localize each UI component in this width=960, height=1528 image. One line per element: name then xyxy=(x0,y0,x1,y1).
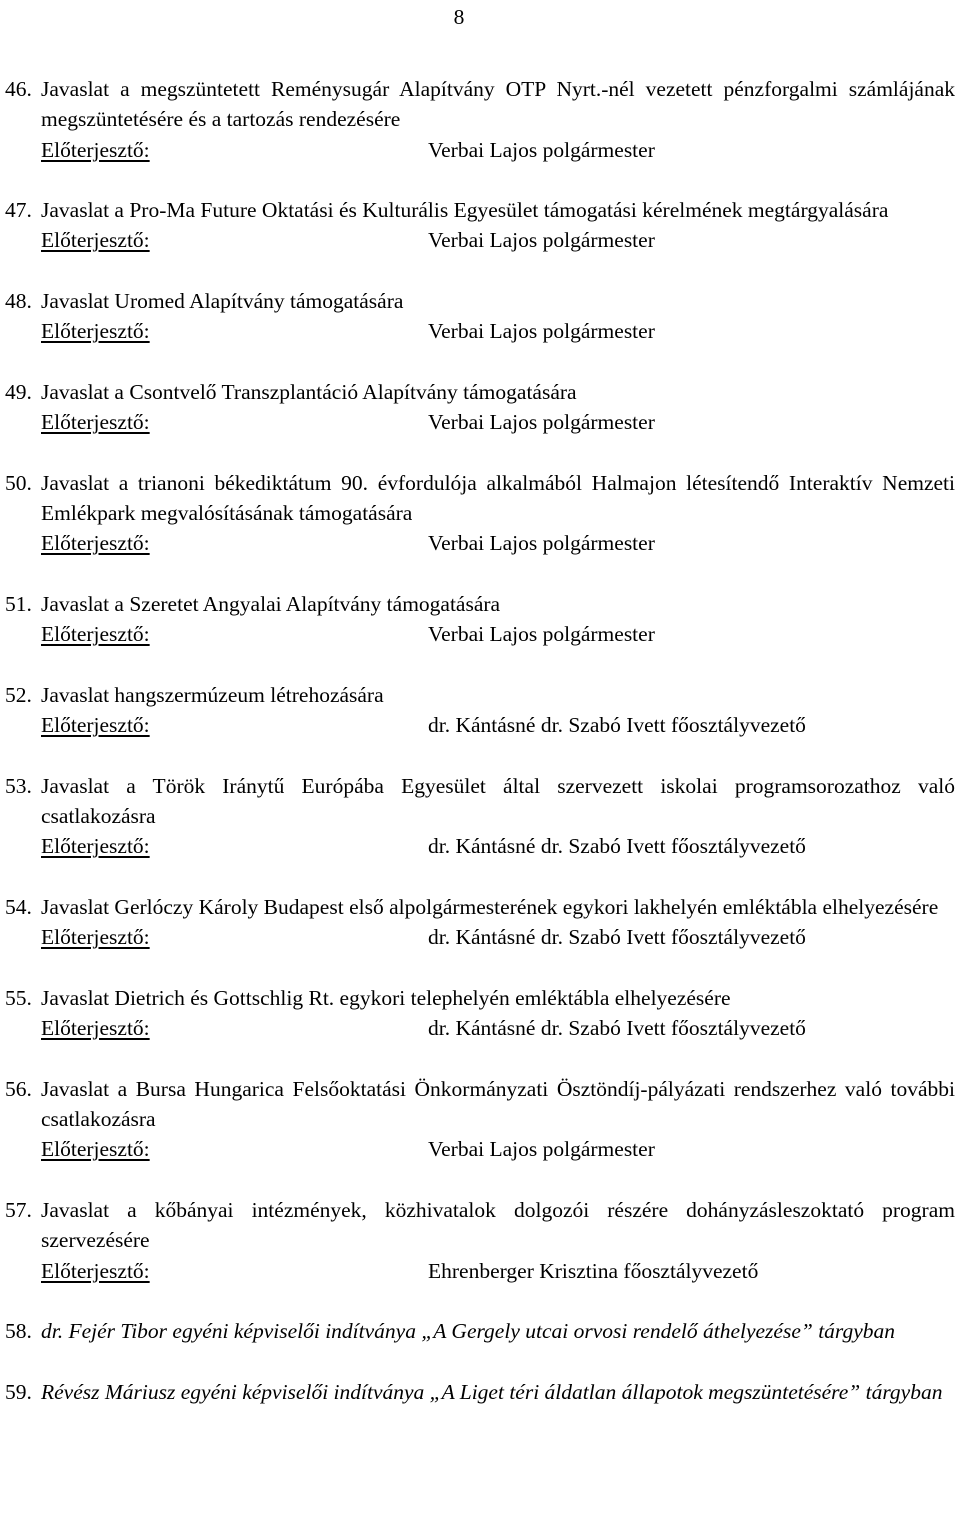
agenda-item-title: Javaslat a Bursa Hungarica Felsőoktatási Önkormányzati Ösztöndíj-pályázati rendszerhez való további csatlakozásra xyxy=(41,1076,955,1132)
presenter-row xyxy=(41,135,955,165)
agenda-item-body xyxy=(41,1316,955,1346)
agenda-item-title: Javaslat Dietrich és Gottschlig Rt. egykori telephelyén emléktábla elhelyezésére xyxy=(41,985,731,1010)
presenter-name: Verbai Lajos polgármester xyxy=(428,531,655,556)
presenter-row xyxy=(41,407,955,437)
presenter-label: Előterjesztő: xyxy=(41,531,150,556)
agenda-item xyxy=(5,74,955,165)
agenda-item xyxy=(5,771,955,862)
agenda-item-title: Javaslat a Pro-Ma Future Oktatási és Kulturális Egyesület támogatási kérelmének megtárgyalására xyxy=(41,198,889,223)
agenda-item-number: 49. xyxy=(5,379,32,404)
agenda-item-number: 50. xyxy=(5,470,32,495)
agenda-item-title: dr. Fejér Tibor egyéni képviselői indítványa „A Gergely utcai orvosi rendelő áthelyezése” tárgyban xyxy=(41,1319,896,1344)
agenda-item-body xyxy=(41,195,955,256)
presenter-row xyxy=(41,1134,955,1164)
presenter-label: Előterjesztő: xyxy=(41,137,150,162)
agenda-item-title: Javaslat a Török Iránytű Európába Egyesület által szervezett iskolai programsorozathoz való csatlakozásra xyxy=(41,773,955,829)
agenda-item-body xyxy=(41,680,955,741)
presenter-label: Előterjesztő: xyxy=(41,1137,150,1162)
agenda-item-number: 59. xyxy=(5,1379,32,1404)
agenda-item-body xyxy=(41,589,955,650)
presenter-label: Előterjesztő: xyxy=(41,622,150,647)
presenter-label: Előterjesztő: xyxy=(41,1016,150,1041)
agenda-item xyxy=(5,680,955,741)
agenda-item-number: 55. xyxy=(5,985,32,1010)
agenda-item-number: 47. xyxy=(5,198,32,223)
presenter-label: Előterjesztő: xyxy=(41,1258,150,1283)
agenda-item-title: Javaslat hangszermúzeum létrehozására xyxy=(41,682,384,707)
agenda-item-title: Javaslat a Csontvelő Transzplantáció Alapítvány támogatására xyxy=(41,379,577,404)
presenter-row xyxy=(41,619,955,649)
agenda-item-title: Javaslat a trianoni békediktátum 90. évfordulója alkalmából Halmajon létesítendő Interaktív Nemzeti Emlékpark megvalósításának támogatására xyxy=(41,470,955,526)
agenda-item-body xyxy=(41,1377,955,1407)
presenter-name: Verbai Lajos polgármester xyxy=(428,1137,655,1162)
page-number: 8 xyxy=(453,5,465,29)
agenda-item xyxy=(5,892,955,953)
presenter-name: Ehrenberger Krisztina főosztályvezető xyxy=(428,1258,759,1283)
presenter-name: Verbai Lajos polgármester xyxy=(428,228,655,253)
presenter-label: Előterjesztő: xyxy=(41,713,150,738)
presenter-name: Verbai Lajos polgármester xyxy=(428,410,655,435)
presenter-label: Előterjesztő: xyxy=(41,410,150,435)
agenda-item-number: 57. xyxy=(5,1197,32,1222)
agenda-item-body xyxy=(41,468,955,559)
agenda-item-number: 48. xyxy=(5,289,32,314)
presenter-row xyxy=(41,528,955,558)
agenda-item-body xyxy=(41,892,955,953)
agenda-item-title: Javaslat Gerlóczy Károly Budapest első alpolgármesterének egykori lakhelyén emléktábla elhelyezésére xyxy=(41,895,939,920)
agenda-item-body xyxy=(41,1195,955,1286)
presenter-row xyxy=(41,831,955,861)
presenter-name: Verbai Lajos polgármester xyxy=(428,137,655,162)
agenda-item-title: Javaslat a Szeretet Angyalai Alapítvány támogatására xyxy=(41,592,501,617)
agenda-item xyxy=(5,286,955,347)
presenter-name: dr. Kántásné dr. Szabó Ivett főosztályvezető xyxy=(428,834,806,859)
presenter-name: dr. Kántásné dr. Szabó Ivett főosztályvezető xyxy=(428,925,806,950)
agenda-item-number: 52. xyxy=(5,682,32,707)
presenter-row xyxy=(41,1256,955,1286)
agenda-item-number: 46. xyxy=(5,77,32,101)
agenda-item xyxy=(5,1074,955,1165)
agenda-item xyxy=(5,468,955,559)
agenda-item xyxy=(5,983,955,1044)
agenda-item xyxy=(5,1377,955,1407)
presenter-row xyxy=(41,922,955,952)
agenda-item-title: Javaslat a kőbányai intézmények, közhivatalok dolgozói részére dohányzásleszoktató program szervezésére xyxy=(41,1197,955,1253)
presenter-label: Előterjesztő: xyxy=(41,834,150,859)
agenda-item-body xyxy=(41,286,955,347)
presenter-row xyxy=(41,710,955,740)
agenda-item-number: 53. xyxy=(5,773,32,798)
presenter-label: Előterjesztő: xyxy=(41,319,150,344)
agenda-item-number: 58. xyxy=(5,1319,32,1344)
agenda-item xyxy=(5,195,955,256)
presenter-name: dr. Kántásné dr. Szabó Ivett főosztályvezető xyxy=(428,1016,806,1041)
presenter-name: dr. Kántásné dr. Szabó Ivett főosztályvezető xyxy=(428,713,806,738)
agenda-item xyxy=(5,377,955,438)
agenda-item-number: 56. xyxy=(5,1076,32,1101)
agenda-item-number: 51. xyxy=(5,592,32,617)
presenter-label: Előterjesztő: xyxy=(41,228,150,253)
agenda-item-title: Javaslat Uromed Alapítvány támogatására xyxy=(41,289,404,314)
presenter-row xyxy=(41,225,955,255)
agenda-item-title: Révész Máriusz egyéni képviselői indítványa „A Liget téri áldatlan állapotok megszüntetésére” tárgyban xyxy=(41,1379,943,1404)
agenda-item xyxy=(5,1195,955,1286)
agenda-item-body xyxy=(41,983,955,1044)
presenter-name: Verbai Lajos polgármester xyxy=(428,319,655,344)
agenda-item-title: Javaslat a megszüntetett Reménysugár Alapítvány OTP Nyrt.-nél vezetett pénzforgalmi számlájának megszüntetésére és a tartozás rendezésére xyxy=(41,77,955,132)
presenter-name: Verbai Lajos polgármester xyxy=(428,622,655,647)
presenter-row xyxy=(41,316,955,346)
agenda-list xyxy=(5,74,955,1437)
presenter-label: Előterjesztő: xyxy=(41,925,150,950)
agenda-item xyxy=(5,1316,955,1346)
agenda-item xyxy=(5,589,955,650)
agenda-item-body xyxy=(41,74,955,165)
agenda-item-body xyxy=(41,1074,955,1165)
agenda-item-body xyxy=(41,771,955,862)
agenda-item-body xyxy=(41,377,955,438)
presenter-row xyxy=(41,1013,955,1043)
agenda-item-number: 54. xyxy=(5,895,32,920)
